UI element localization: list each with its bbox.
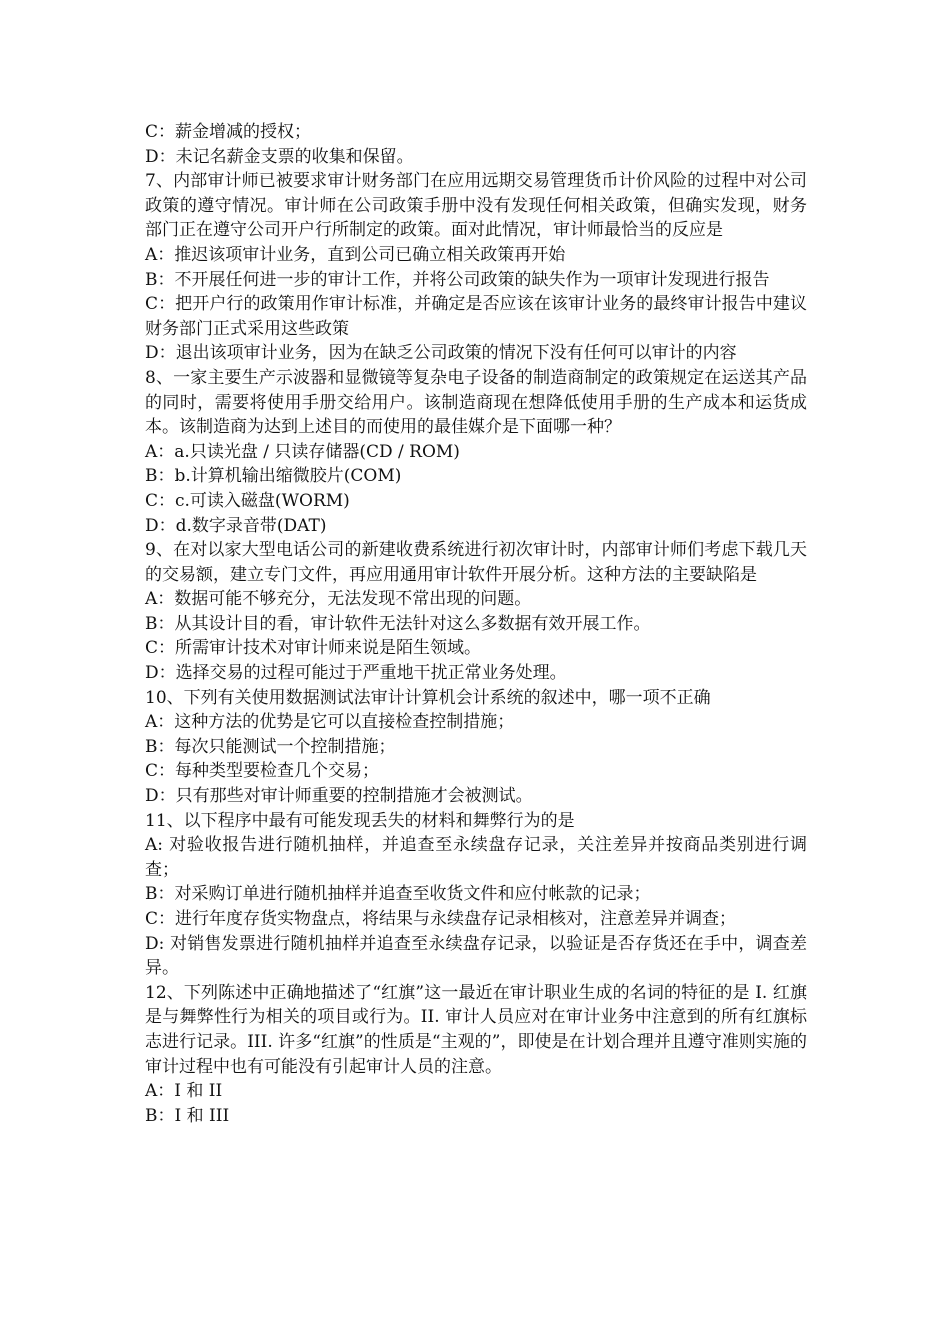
option-c: C：每种类型要检查几个交易； <box>145 761 380 782</box>
option-a: A：I 和 II <box>145 1081 223 1102</box>
option-c: C：进行年度存货实物盘点，将结果与永续盘存记录相核对，注意差异并调查； <box>145 909 737 929</box>
option-a: A：数据可能不够充分，无法发现不常出现的问题。 <box>145 589 532 610</box>
option-b: B：从其设计目的看，审计软件无法针对这么多数据有效开展工作。 <box>145 613 651 634</box>
option-c: C：把开户行的政策用作审计标准，并确定是否应该在该审计业务的最终审计报告中建议财务部门正式采用这些政策 <box>145 294 807 339</box>
option-b: B：不开展任何进一步的审计工作，并将公司政策的缺失作为一项审计发现进行报告 <box>145 269 770 290</box>
question-11: 11、以下程序中最有可能发现丢失的材料和舞弊行为的是 <box>145 810 575 831</box>
question-10: 10、下列有关使用数据测试法审计计算机会计系统的叙述中，哪一项不正确 <box>145 687 711 708</box>
option-c: C：薪金增减的授权； <box>145 122 312 142</box>
option-b: B：b.计算机输出缩微胶片(COM) <box>145 466 402 487</box>
option-b: B：每次只能测试一个控制措施； <box>145 736 396 757</box>
question-12: 12、下列陈述中正确地描述了“红旗”这一最近在审计职业生成的名词的特征的是 I. 红旗是与舞弊性行为相关的项目或行为。II. 审计人员应对在审计业务中注意到的所有红旗标志进行记录。III. 许多“红旗”的性质是“主观的”，即使是在计划合理并且遵守准则实施的审计过程中也有可能没有引起审计人员的注意。 <box>145 982 807 1077</box>
option-a: A: 对验收报告进行随机抽样，并追查至永续盘存记录，关注差异并按商品类别进行调查； <box>145 835 807 880</box>
question-9: 9、在对以家大型电话公司的新建收费系统进行初次审计时，内部审计师们考虑下载几天的交易额，建立专门文件，再应用通用审计软件开展分析。这种方法的主要缺陷是 <box>145 540 807 585</box>
document-body <box>145 120 807 1128</box>
option-d: D：d.数字录音带(DAT) <box>145 515 327 536</box>
option-b: B：对采购订单进行随机抽样并追查至收货文件和应付帐款的记录； <box>145 884 651 905</box>
option-d: D：只有那些对审计师重要的控制措施才会被测试。 <box>145 786 533 807</box>
option-d: D: 对销售发票进行随机抽样并追查至永续盘存记录，以验证是否存货还在手中，调查差异。 <box>145 933 807 979</box>
option-c: C：所需审计技术对审计师来说是陌生领域。 <box>145 638 482 659</box>
option-b: B：I 和 III <box>145 1105 230 1126</box>
question-7: 7、内部审计师已被要求审计财务部门在应用远期交易管理货币计价风险的过程中对公司政策的遵守情况。审计师在公司政策手册中没有发现任何相关政策，但确实发现，财务部门正在遵守公司开户行所制定的政策。面对此情况，审计师最恰当的反应是 <box>145 171 807 241</box>
option-d: D：退出该项审计业务，因为在缺乏公司政策的情况下没有任何可以审计的内容 <box>145 343 737 364</box>
option-d: D：未记名薪金支票的收集和保留。 <box>145 146 414 167</box>
option-a: A：a.只读光盘 / 只读存储器(CD / ROM) <box>145 441 460 462</box>
option-a: A：这种方法的优势是它可以直接检查控制措施； <box>145 712 515 733</box>
option-c: C：c.可读入磁盘(WORM) <box>145 490 350 511</box>
option-a: A：推迟该项审计业务，直到公司已确立相关政策再开始 <box>145 244 566 265</box>
question-8: 8、一家主要生产示波器和显微镜等复杂电子设备的制造商制定的政策规定在运送其产品的同时，需要将使用手册交给用户。该制造商现在想降低使用手册的生产成本和运货成本。该制造商为达到上述目的而使用的最佳媒介是下面哪一种？ <box>145 367 807 438</box>
option-d: D：选择交易的过程可能过于严重地干扰正常业务处理。 <box>145 663 567 684</box>
